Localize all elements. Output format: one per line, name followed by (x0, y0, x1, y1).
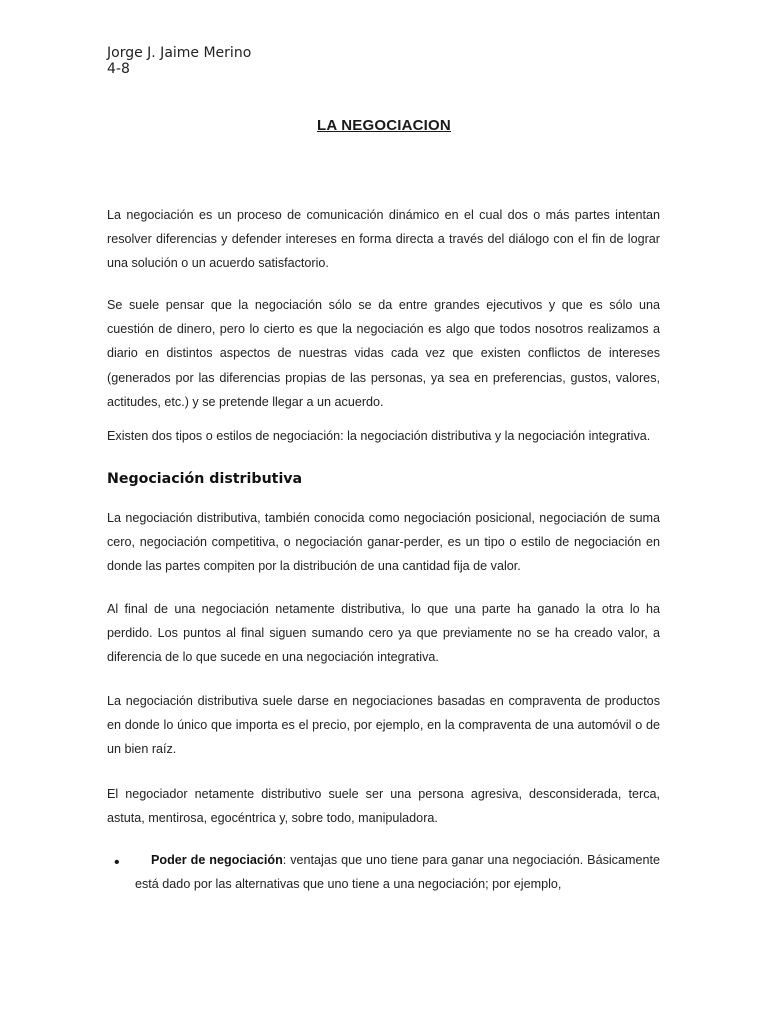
page-title: LA NEGOCIACION (317, 117, 451, 134)
section-paragraph-4: El negociador netamente distributivo suele ser una persona agresiva, desconsiderada, terca, astuta, mentirosa, egocéntrica y, sobre todo, manipuladora. (107, 787, 660, 826)
section-paragraph-1: La negociación distributiva, también conocida como negociación posicional, negociación de suma cero, negociación competitiva, o negociación ganar-perder, es un tipo o estilo de negociación en donde las partes compiten por la distribución de una cantidad fija de valor. (107, 511, 660, 574)
document-header (107, 45, 251, 77)
group-code: 4-8 (107, 61, 130, 77)
intro-paragraph-1: La negociación es un proceso de comunicación dinámico en el cual dos o más partes intentan resolver diferencias y defender intereses en forma directa a través del diálogo con el fin de lograr una solución o un acuerdo satisfactorio. (107, 208, 660, 271)
section-heading: Negociación distributiva (107, 471, 303, 487)
bullet-term: Poder de negociación (151, 853, 283, 867)
section-paragraph-3: La negociación distributiva suele darse en negociaciones basadas en compraventa de productos en donde lo único que importa es el precio, por ejemplo, en la compraventa de una automóvil o de un bien raíz. (107, 694, 660, 757)
bullet-description: : ventajas que uno tiene para ganar una negociación. Básicamente está dado por las alternativas que uno tiene a una negociación; por ejemplo, (135, 853, 660, 892)
bullet-marker: • (114, 854, 120, 871)
intro-paragraph-3: Existen dos tipos o estilos de negociación: la negociación distributiva y la negociación integrativa. (107, 429, 651, 443)
section-paragraph-2: Al final de una negociación netamente distributiva, lo que una parte ha ganado la otra lo ha perdido. Los puntos al final siguen sumando cero ya que previamente no se ha creado valor, a diferencia de lo que sucede en una negociación integrativa. (107, 602, 660, 665)
intro-paragraph-2: Se suele pensar que la negociación sólo se da entre grandes ejecutivos y que es sólo una cuestión de dinero, pero lo cierto es que la negociación es algo que todos nosotros realizamos a diario en distintos aspectos de nuestras vidas cada vez que existen conflictos de intereses (generados por las diferencias propias de las personas, ya sea en preferencias, gustos, valores, actitudes, etc.) y se pretende llegar a un acuerdo. (107, 298, 660, 409)
author-name: Jorge J. Jaime Merino (107, 45, 252, 61)
bullet-item (135, 848, 660, 896)
